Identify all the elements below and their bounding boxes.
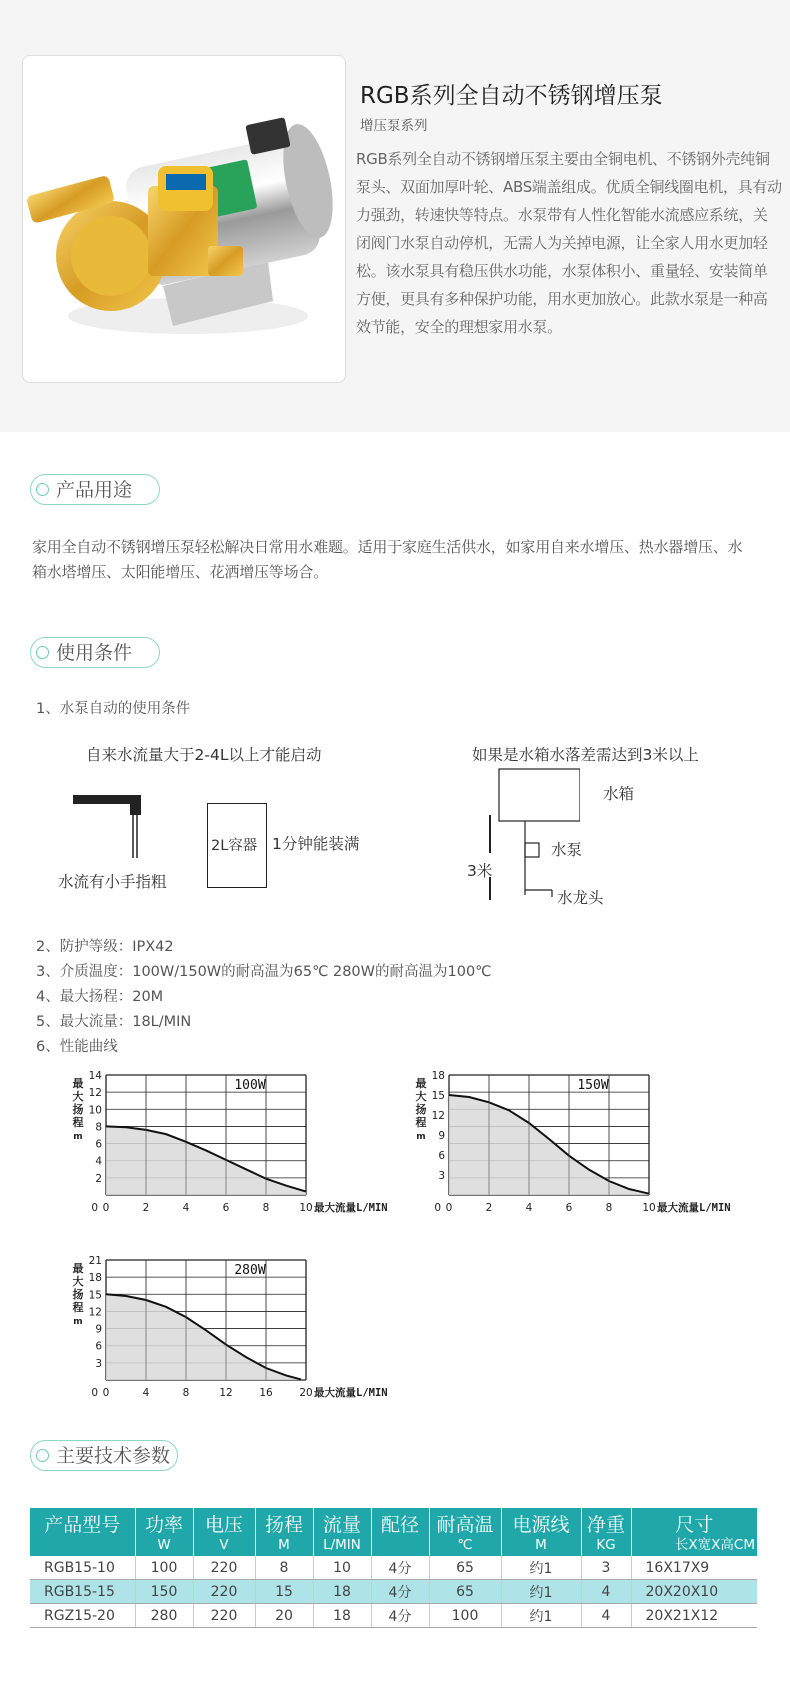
spec-header-name: 耐高温 [436,1514,494,1536]
y-tick-label: 21 [88,1255,102,1267]
height-label: 3米 [467,862,493,880]
spec-header-unit: L/MIN [323,1537,361,1553]
x-tick-label: 0 [445,1202,453,1214]
spec-header-unit: 长X宽X高CM [674,1537,755,1553]
y-axis-label-char: m [73,1132,83,1142]
y-tick-label: 9 [95,1323,102,1336]
product-description: RGB系列全自动不锈钢增压泵主要由全铜电机、不锈钢外壳纯铜泵头、双面加厚叶轮、ABS端盖组成。优质全铜线圈电机，具有动力强劲，转速快等特点。水泵带有人性化智能水流感应系统，关闭阀门水泵自动停机，无需人为关掉电源，让全家人用水更加轻松。该水泵具有稳压供水功能，水泵体积小、重量轻、安装简单方便，更具有多种保护功能，用水更加放心。此款水泵是一种高效节能，安全的理想家用水泵。 [356,150,782,336]
section-title-conditions [30,637,160,668]
spec-cell: 150 [135,1580,193,1604]
spec-header-name: 流量 [322,1514,361,1536]
x-tick-label: 4 [182,1202,190,1214]
spec-header-cell [581,1508,631,1556]
spec-header-name: 电源线 [512,1514,570,1536]
spec-header-cell [193,1508,255,1556]
y-axis-label-char: m [73,1317,83,1327]
spec-header-unit: W [157,1537,171,1553]
spec-cell: 100 [429,1604,501,1628]
spec-cell: 220 [193,1580,255,1604]
y-tick-label: 12 [88,1087,102,1100]
product-subtitle: 增压泵系列 [360,118,428,134]
x-tick-label: 10 [642,1202,656,1214]
spec-header-name: 配径 [380,1514,419,1536]
spec-cell: 15 [255,1580,313,1604]
condition-item-1: 1、水泵自动的使用条件 [36,701,191,717]
finger-label: 水流有小手指粗 [58,873,167,891]
x-tick-label: 8 [182,1387,190,1399]
chart-title: 100W [234,1078,266,1093]
spec-cell: 4分 [371,1604,429,1628]
condition-item-3: 3、介质温度：100W/150W的耐高温为65℃ 280W的耐高温为100℃ [36,964,492,980]
y-axis-label-char: 扬 [72,1103,84,1116]
faucet-icon [70,790,150,860]
spec-cell: 10 [313,1556,371,1580]
y-axis-label-char: 大 [415,1090,427,1103]
chart-280w [70,1250,450,1415]
spec-header-unit: M [535,1537,547,1553]
spec-header-unit: M [278,1537,290,1553]
spec-cell: 16X17X9 [631,1556,757,1580]
y-tick-label: 3 [438,1170,445,1182]
condition-item-2: 2、防护等级：IPX42 [36,939,174,955]
condition-item-4: 4、最大扬程：20M [36,989,164,1005]
x-tick-label: 0 [102,1202,110,1214]
y-tick-label: 8 [95,1121,102,1134]
x-tick-label: 4 [142,1387,150,1399]
x-tick-label: 10 [299,1202,313,1214]
origin-tick-label: 0 [434,1202,441,1214]
y-tick-label: 6 [95,1138,102,1151]
spec-cell: 20 [255,1604,313,1628]
y-tick-label: 4 [95,1155,102,1168]
y-axis-label-char: m [416,1132,426,1142]
y-axis-label-char: 扬 [415,1103,427,1116]
y-tick-label: 15 [88,1289,102,1302]
chart-150w [413,1065,783,1230]
spec-header-row [30,1508,757,1556]
spec-row [30,1556,757,1580]
spec-header-unit: KG [596,1537,616,1553]
spec-cell: 约1 [501,1556,581,1580]
condition-item-6: 6、性能曲线 [36,1039,118,1055]
y-axis-label-char: 最 [72,1262,84,1275]
origin-tick-label: 0 [91,1202,98,1214]
y-tick-label: 10 [88,1104,102,1117]
spec-header-name: 产品型号 [44,1514,121,1536]
spec-cell: 20X20X10 [631,1580,757,1604]
origin-tick-label: 0 [91,1387,98,1399]
condition-list [36,935,491,1060]
spec-cell: RGB15-15 [30,1580,135,1604]
spec-row [30,1604,757,1628]
spec-cell: 8 [255,1556,313,1580]
spec-cell: 4 [581,1604,631,1628]
product-image [22,55,346,383]
product-title: RGB系列全自动不锈钢增压泵 [360,83,663,109]
x-tick-label: 6 [222,1202,230,1214]
spec-header-cell [371,1508,429,1556]
x-axis-label: 最大流量L/MIN [314,1202,388,1214]
spec-cell: 4分 [371,1580,429,1604]
y-axis-label-char: 程 [72,1116,84,1129]
curve-area [106,1294,301,1380]
x-tick-label: 8 [605,1202,613,1214]
spec-cell: 220 [193,1604,255,1628]
left-heading: 自来水流量大于2-4L以上才能启动 [86,746,322,764]
x-axis-label: 最大流量L/MIN [657,1202,731,1214]
spec-cell: RGZ15-20 [30,1604,135,1628]
spec-header-name: 扬程 [264,1514,303,1536]
y-tick-label: 12 [88,1306,102,1319]
tap-label: 水龙头 [557,889,604,907]
y-tick-label: 2 [95,1172,102,1185]
spec-header-cell [501,1508,581,1556]
section-title-usage-label: 产品用途 [56,479,133,501]
bullet-circle-icon [36,646,49,659]
spec-cell: 18 [313,1604,371,1628]
x-tick-label: 8 [262,1202,270,1214]
x-tick-label: 12 [219,1387,233,1399]
y-tick-label: 18 [431,1070,445,1082]
chart-title: 150W [577,1078,609,1093]
bullet-circle-icon [36,483,49,496]
y-axis-label-char: 大 [72,1090,84,1103]
y-tick-label: 6 [438,1150,445,1162]
x-tick-label: 2 [142,1202,150,1214]
spec-header-name: 功率 [144,1514,183,1536]
spec-cell: 100 [135,1556,193,1580]
y-axis-label-char: 大 [72,1275,84,1288]
section-title-conditions-label: 使用条件 [56,642,133,664]
spec-cell: 65 [429,1556,501,1580]
y-tick-label: 18 [88,1272,102,1285]
y-axis-label-char: 扬 [72,1288,84,1301]
spec-header-cell [30,1508,135,1556]
spec-header-unit: ℃ [457,1537,473,1553]
spec-cell: 20X21X12 [631,1604,757,1628]
x-tick-label: 20 [299,1387,313,1399]
x-tick-label: 4 [525,1202,533,1214]
container-label: 2L容器 [211,838,258,854]
spec-header-cell [135,1508,193,1556]
x-tick-label: 6 [565,1202,573,1214]
spec-cell: 4 [581,1580,631,1604]
spec-header-cell [429,1508,501,1556]
pump-label: 水泵 [551,841,583,859]
spec-header-cell [631,1508,757,1556]
section-title-specs-label: 主要技术参数 [56,1445,171,1467]
bullet-circle-icon [36,1449,49,1462]
fill-label: 1分钟能装满 [272,835,360,853]
right-heading: 如果是水箱水落差需达到3米以上 [472,746,699,764]
chart-title: 280W [234,1263,266,1278]
spec-cell: 220 [193,1556,255,1580]
y-tick-label: 12 [431,1110,445,1122]
spec-cell: 约1 [501,1580,581,1604]
spec-header-name: 尺寸 [675,1514,714,1536]
tank-label: 水箱 [603,785,635,803]
x-tick-label: 0 [102,1387,110,1399]
x-axis-label: 最大流量L/MIN [314,1387,388,1399]
y-tick-label: 9 [438,1130,445,1142]
spec-header-name: 电压 [204,1514,243,1536]
spec-cell: 3 [581,1556,631,1580]
y-axis-label-char: 最 [415,1077,427,1090]
spec-row [30,1580,757,1604]
y-axis-label-char: 程 [72,1301,84,1314]
y-axis-label-char: 最 [72,1077,84,1090]
spec-cell: 18 [313,1580,371,1604]
spec-cell: RGB15-10 [30,1556,135,1580]
y-tick-label: 6 [95,1340,102,1353]
spec-cell: 4分 [371,1556,429,1580]
spec-header-cell [255,1508,313,1556]
spec-header-unit: V [219,1537,229,1553]
spec-cell: 280 [135,1604,193,1628]
usage-text: 家用全自动不锈钢增压泵轻松解决日常用水难题。适用于家庭生活供水，如家用自来水增压、热水器增压、水箱水塔增压、太阳能增压、花洒增压等场合。 [32,538,743,581]
y-tick-label: 3 [95,1357,102,1370]
section-title-usage [30,474,160,505]
y-axis-label-char: 程 [415,1116,427,1129]
section-title-specs [30,1440,178,1471]
spec-header-cell [313,1508,371,1556]
curve-area [449,1095,649,1195]
spec-table [30,1508,757,1628]
x-tick-label: 2 [485,1202,493,1214]
chart-100w [70,1065,440,1230]
x-tick-label: 16 [259,1387,273,1399]
spec-header-name: 净重 [586,1514,625,1536]
condition-item-5: 5、最大流量：18L/MIN [36,1014,192,1030]
pump-illustration [23,56,345,382]
y-tick-label: 14 [88,1070,102,1082]
y-tick-label: 15 [431,1090,445,1102]
spec-cell: 65 [429,1580,501,1604]
spec-cell: 约1 [501,1604,581,1628]
